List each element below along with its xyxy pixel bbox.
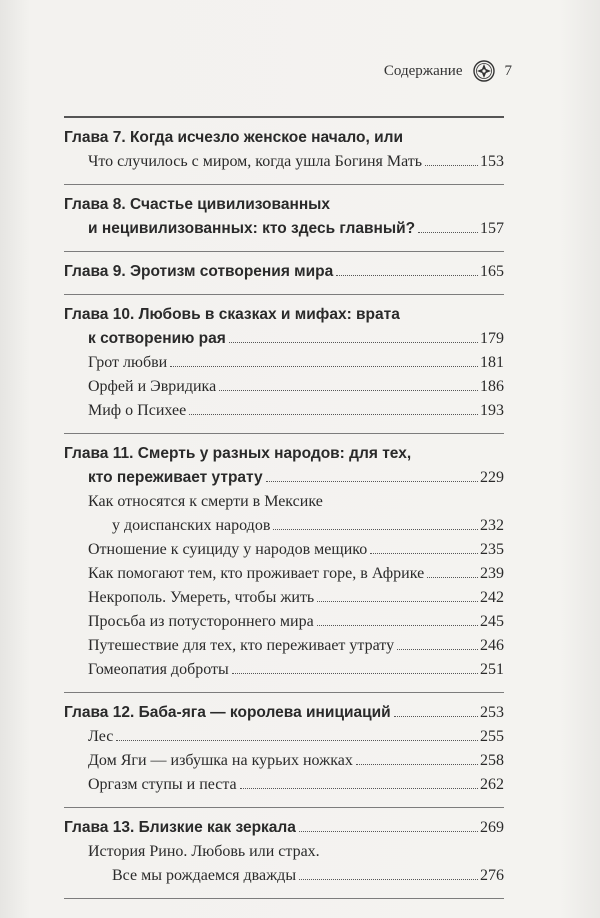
dot-leader (394, 716, 478, 717)
toc-entry[interactable] (64, 816, 504, 840)
toc-entry[interactable] (64, 538, 504, 562)
toc-entry[interactable] (64, 303, 504, 327)
toc-entry[interactable] (64, 586, 504, 610)
toc-entry[interactable] (64, 634, 504, 658)
toc-page-number: 186 (480, 378, 504, 395)
dot-leader (425, 165, 478, 166)
toc-entry-title: Глава 11. Смерть у разных народов: для тех, (64, 445, 412, 462)
toc-page-number: 235 (480, 541, 504, 558)
toc-page-number: 242 (480, 589, 504, 606)
header-title: Содержание (383, 62, 463, 79)
toc-entry-title: Миф о Психее (88, 402, 187, 419)
toc-chapter-block (64, 294, 504, 433)
toc-entry-title: Гомеопатия доброты (88, 661, 229, 678)
toc-page-number: 245 (480, 613, 504, 630)
toc-entry-title: к сотворению рая (88, 330, 226, 347)
toc-entry-title: Грот любви (88, 354, 168, 371)
toc-chapter-block (64, 692, 504, 807)
divider (64, 898, 504, 899)
toc-entry-title: Глава 10. Любовь в сказках и мифах: врата (64, 306, 400, 323)
toc-page-number: 255 (480, 728, 504, 745)
toc-entry[interactable] (64, 375, 504, 399)
dot-leader (232, 673, 478, 674)
dot-leader (356, 764, 478, 765)
dot-leader (317, 625, 478, 626)
dot-leader (116, 740, 478, 741)
toc-page-number: 179 (480, 330, 504, 347)
dot-leader (418, 232, 478, 233)
toc-entry[interactable] (64, 490, 504, 514)
toc-entry[interactable] (64, 351, 504, 375)
toc-entry[interactable] (64, 466, 504, 490)
toc-entry[interactable] (64, 442, 504, 466)
dot-leader (229, 342, 478, 343)
toc-entry-title: Дом Яги — избушка на курьих ножках (88, 752, 353, 769)
toc-entry[interactable] (64, 514, 504, 538)
toc-chapter-block (64, 807, 504, 898)
toc-entry[interactable] (64, 658, 504, 682)
toc-entry[interactable] (64, 864, 504, 888)
dot-leader (273, 529, 478, 530)
dot-leader (299, 879, 478, 880)
toc-page-number: 269 (480, 819, 504, 836)
toc-entry-title: Лес (88, 728, 114, 745)
toc-entry[interactable] (64, 150, 504, 174)
toc-entry[interactable] (64, 701, 504, 725)
toc-page-number: 229 (480, 469, 504, 486)
toc-page-number: 258 (480, 752, 504, 769)
toc-entry-title: Глава 13. Близкие как зеркала (64, 819, 296, 836)
toc-entry[interactable] (64, 327, 504, 351)
toc-chapter-block (64, 116, 504, 184)
dot-leader (240, 788, 478, 789)
toc-page-number: 239 (480, 565, 504, 582)
dot-leader (189, 414, 478, 415)
toc-page-number: 262 (480, 776, 504, 793)
toc-entry-title: и нецивилизованных: кто здесь главный? (88, 220, 416, 237)
toc-entry[interactable] (64, 610, 504, 634)
toc-entry-title: Глава 12. Баба-яга — королева инициаций (64, 704, 391, 721)
page-number: 7 (504, 62, 512, 79)
dot-leader (427, 577, 478, 578)
toc-entry[interactable] (64, 399, 504, 423)
toc-page-number: 253 (480, 704, 504, 721)
toc-entry-title: Как помогают тем, кто проживает горе, в Африке (88, 565, 425, 582)
ornament-icon (473, 60, 495, 82)
running-header (384, 60, 512, 82)
dot-leader (397, 649, 478, 650)
toc-entry-title: кто переживает утрату (88, 469, 263, 486)
toc-entry-title: Глава 9. Эротизм сотворения мира (64, 263, 334, 280)
dot-leader (370, 553, 478, 554)
toc-page-number: 251 (480, 661, 504, 678)
toc-entry-title: История Рино. Любовь или страх. (88, 843, 320, 860)
table-of-contents (64, 116, 504, 899)
dot-leader (299, 831, 478, 832)
toc-entry[interactable] (64, 260, 504, 284)
toc-page-number: 193 (480, 402, 504, 419)
toc-page-number: 276 (480, 867, 504, 884)
toc-entry[interactable] (64, 725, 504, 749)
toc-entry[interactable] (64, 217, 504, 241)
toc-page-number: 157 (480, 220, 504, 237)
toc-page-number: 153 (480, 153, 504, 170)
dot-leader (317, 601, 478, 602)
toc-entry-title: Оргазм ступы и песта (88, 776, 237, 793)
dot-leader (336, 275, 478, 276)
toc-entry[interactable] (64, 773, 504, 797)
toc-entry[interactable] (64, 840, 504, 864)
dot-leader (266, 481, 478, 482)
toc-entry-title: Путешествие для тех, кто переживает утрату (88, 637, 395, 654)
toc-chapter-block (64, 184, 504, 251)
toc-entry[interactable] (64, 193, 504, 217)
toc-page-number: 181 (480, 354, 504, 371)
toc-entry[interactable] (64, 562, 504, 586)
toc-chapter-block (64, 251, 504, 294)
dot-leader (170, 366, 478, 367)
toc-entry-title: Все мы рождаемся дважды (112, 867, 297, 884)
toc-page-number: 246 (480, 637, 504, 654)
toc-entry-title: Орфей и Эвридика (88, 378, 217, 395)
toc-entry-title: Просьба из потустороннего мира (88, 613, 314, 630)
toc-entry-title: Отношение к суициду у народов мещико (88, 541, 368, 558)
toc-entry-title: Глава 8. Счастье цивилизованных (64, 196, 331, 213)
toc-entry[interactable] (64, 749, 504, 773)
toc-entry-title: у доиспанских народов (112, 517, 271, 534)
toc-entry-title: Глава 7. Когда исчезло женское начало, или (64, 129, 403, 146)
dot-leader (219, 390, 478, 391)
toc-entry-title: Некрополь. Умереть, чтобы жить (88, 589, 315, 606)
toc-entry-title: Как относятся к смерти в Мексике (88, 493, 323, 510)
toc-page-number: 165 (480, 263, 504, 280)
toc-entry[interactable] (64, 126, 504, 150)
toc-entry-title: Что случилось с миром, когда ушла Богиня Мать (88, 153, 423, 170)
toc-chapter-block (64, 433, 504, 692)
toc-page-number: 232 (480, 517, 504, 534)
